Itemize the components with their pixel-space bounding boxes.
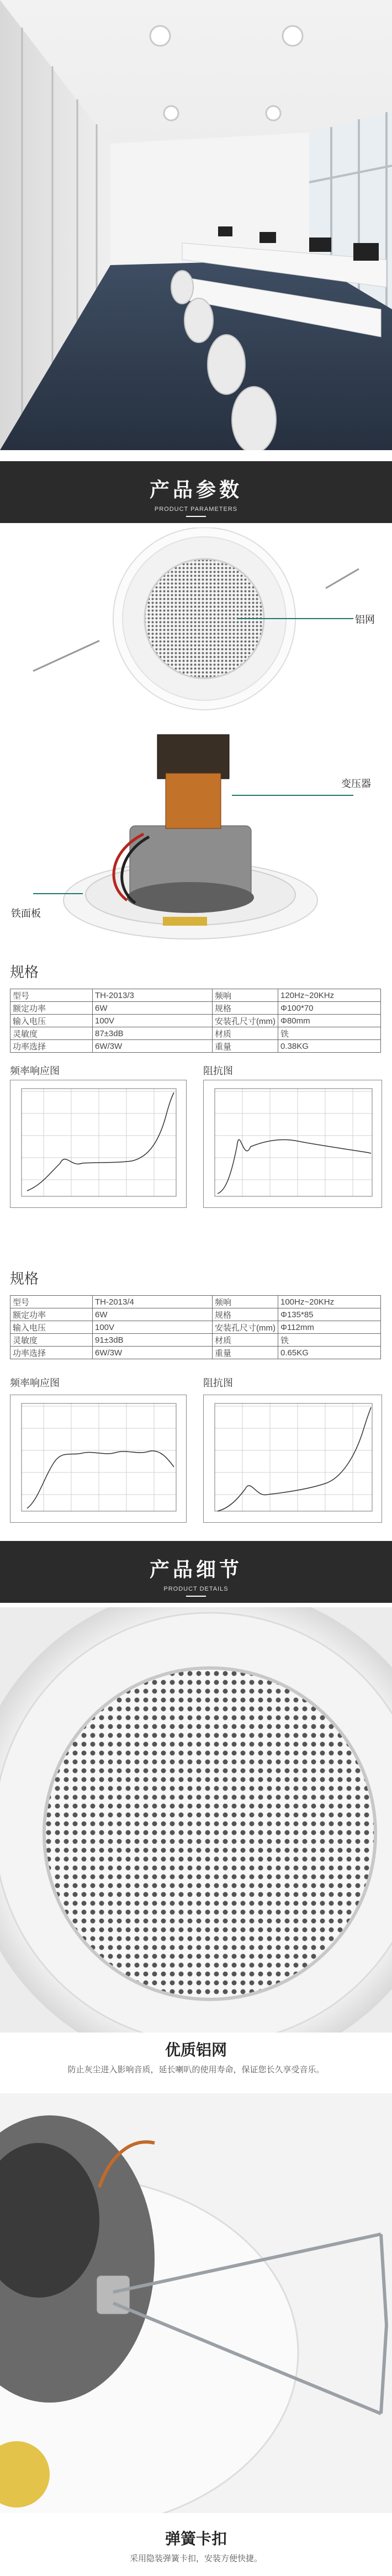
spec-value: Φ112mm (278, 1321, 381, 1334)
spec-value: Φ135*85 (278, 1308, 381, 1321)
table-row (10, 1002, 381, 1015)
spec-key: 重量 (213, 1347, 278, 1359)
spec-key: 材质 (213, 1334, 278, 1347)
spec-key: 额定功率 (10, 1002, 93, 1015)
spec-value: 100V (93, 1321, 213, 1334)
speaker-side-illustration (0, 718, 392, 956)
spring-clip-illustration (0, 2093, 392, 2513)
spec-value: TH-2013/4 (93, 1296, 213, 1308)
spec-key: 输入电压 (10, 1015, 93, 1027)
table-row (10, 989, 381, 1002)
spec-value: 100Hz~20KHz (278, 1296, 381, 1308)
spec-value: 0.65KG (278, 1347, 381, 1359)
spec-value: 6W/3W (93, 1040, 213, 1053)
spec-key: 材质 (213, 1027, 278, 1040)
grille-closeup-illustration (0, 1607, 392, 2033)
table-row (10, 1347, 381, 1359)
office-scene-illustration (0, 0, 392, 450)
params-subtitle: PRODUCT PARAMETERS (154, 506, 238, 513)
spec-value: 87±3dB (93, 1027, 213, 1040)
spec1-impedance-label: 阻抗图 (203, 1065, 233, 1076)
params-header-bar (0, 461, 392, 523)
spec-value: 6W/3W (93, 1347, 213, 1359)
spec-block-2 (0, 1268, 392, 1288)
details-header-bar (0, 1541, 392, 1603)
spec-value: 91±3dB (93, 1334, 213, 1347)
table-row (10, 1296, 381, 1308)
spec2-freq-graph (10, 1395, 187, 1523)
spec-value: 6W (93, 1002, 213, 1015)
spec1-freq-graph (10, 1080, 187, 1208)
spec2-heading: 规格 (10, 1270, 39, 1287)
speaker-front-view (0, 527, 392, 715)
detail1-desc: 防止灰尘进入影响音质，延长喇叭的使用寿命，保证您长久享受音乐。 (67, 2065, 325, 2074)
spec-value: 120Hz~20KHz (278, 989, 381, 1002)
spec2-freq-label: 频率响应图 (10, 1377, 60, 1389)
params-title: 产品参数 (149, 478, 242, 501)
impedance-plot (204, 1395, 382, 1522)
spec-value: Φ100*70 (278, 1002, 381, 1015)
callout-panel: 铁面板 (11, 908, 41, 919)
spec-value: 6W (93, 1308, 213, 1321)
speaker-side-view (0, 718, 392, 956)
details-subtitle: PRODUCT DETAILS (163, 1586, 229, 1592)
spec-key: 安装孔尺寸(mm) (213, 1321, 278, 1334)
hero-office-image (0, 0, 392, 450)
table-row (10, 1015, 381, 1027)
spec-key: 频响 (213, 989, 278, 1002)
spec-key: 规格 (213, 1002, 278, 1015)
spec-block-1 (0, 961, 392, 981)
table-row (10, 1027, 381, 1040)
spec2-impedance-label: 阻抗图 (203, 1377, 233, 1389)
spec-key: 频响 (213, 1296, 278, 1308)
spec-key: 灵敏度 (10, 1027, 93, 1040)
detail-spring-photo (0, 2093, 392, 2513)
detail2-title: 弹簧卡扣 (165, 2530, 227, 2547)
spec-value: TH-2013/3 (93, 989, 213, 1002)
spec1-table (10, 989, 381, 1053)
spec1-impedance-graph (203, 1080, 382, 1208)
params-underline (186, 516, 206, 517)
spec-key: 安装孔尺寸(mm) (213, 1015, 278, 1027)
callout-grille: 铝网 (355, 614, 375, 625)
spec-value: Φ80mm (278, 1015, 381, 1027)
spec-key: 功率选择 (10, 1347, 93, 1359)
spec-key: 输入电压 (10, 1321, 93, 1334)
spec-key: 重量 (213, 1040, 278, 1053)
details-underline (186, 1596, 206, 1597)
detail2-caption (0, 2527, 392, 2564)
detail1-title: 优质铝网 (165, 2041, 227, 2058)
spec-value: 100V (93, 1015, 213, 1027)
spec-value: 铁 (278, 1027, 381, 1040)
spec2-impedance-graph (203, 1395, 382, 1523)
spec1-heading: 规格 (10, 964, 39, 980)
spec-key: 功率选择 (10, 1040, 93, 1053)
spec-key: 灵敏度 (10, 1334, 93, 1347)
spec2-table (10, 1295, 381, 1359)
table-row (10, 1334, 381, 1347)
spec-value: 铁 (278, 1334, 381, 1347)
spec-key: 额定功率 (10, 1308, 93, 1321)
spec1-table-wrap (0, 989, 392, 1053)
spec-key: 规格 (213, 1308, 278, 1321)
spec2-table-wrap (0, 1295, 392, 1359)
freq-response-plot (10, 1395, 186, 1522)
spec-value: 0.38KG (278, 1040, 381, 1053)
spec-key: 型号 (10, 1296, 93, 1308)
detail-grille-photo (0, 1607, 392, 2033)
details-title: 产品细节 (149, 1558, 242, 1581)
callout-transformer: 变压器 (341, 778, 371, 789)
spec-key: 型号 (10, 989, 93, 1002)
spec1-freq-label: 频率响应图 (10, 1065, 60, 1076)
freq-response-plot (10, 1080, 186, 1207)
table-row (10, 1321, 381, 1334)
detail2-desc: 采用隐装弹簧卡扣，安装方便快捷。 (129, 2554, 262, 2563)
table-row (10, 1308, 381, 1321)
table-row (10, 1040, 381, 1053)
impedance-plot (204, 1080, 382, 1207)
speaker-front-illustration (0, 527, 392, 715)
detail1-caption (0, 2038, 392, 2075)
